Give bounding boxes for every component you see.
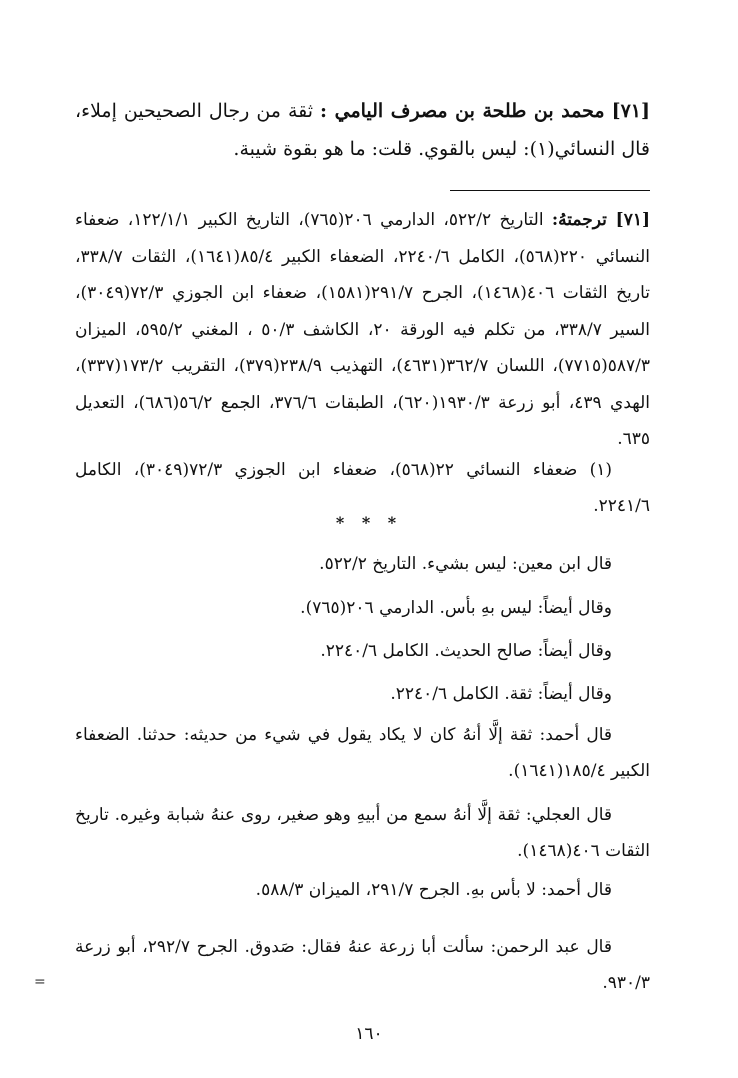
- biography-text: التاريخ ٥٢٢/٢، الدارمي ٢٠٦(٧٦٥)، التاريخ الكبير ١٢٢/١/١، ضعفاء النسائي ٢٢٠(٥٦٨)، الكامل ٢٢٤٠/٦، الضعفاء الكبير ٨٥/٤(١٦٤١)، الثقات ٣٣٨/٧، تاريخ الثقات ٤٠٦(١٤٦٨)، الجرح ٢٩١/٧(١٥٨١)، ضعفاء ابن الجوزي ٧٢/٣(٣٠٤٩)، السير ٣٣٨/٧، من تكلم فيه الورقة ٢٠، الكاشف ٥٠/٣ ، المغني ٥٩٥/٢، الميزان ٥٨٧/٣(٧٧١٥)، اللسان ٣٦٢/٧(٤٦٣١)، التهذيب ٢٣٨/٩(٣٧٩)، التقريب ١٧٣/٢(٣٣٧)، الهدي ٤٣٩، أبو زرعة ١٩٣٠/٣(٦٢٠)، الطبقات ٣٧٦/٦، الجمع ٥٦/٢(٦٨٦)، التعديل ٦٣٥.: [75, 210, 651, 449]
- statement-also-1: وقال أيضاً: ليس بهِ بأس. الدارمي ٢٠٦(٧٦٥).: [300, 598, 612, 618]
- entry-heading: [75, 92, 650, 168]
- statement-also-2: وقال أيضاً: صالح الحديث. الكامل ٢٢٤٠/٦.: [320, 641, 612, 661]
- statement-ahmad: قال أحمد: ثقة إلَّا أنهُ كان لا يكاد يقول في شيء من حديثه: حدثنا. الضعفاء الكبير ١٨٥/٤(١٦٤١).: [75, 725, 650, 781]
- statement-ahmad-2: قال أحمد: لا بأس بهِ. الجرح ٢٩١/٧، الميزان ٥٨٨/٣.: [255, 880, 612, 900]
- statement-also-3: وقال أيضاً: ثقة. الكامل ٢٢٤٠/٦.: [390, 684, 612, 704]
- footnote-divider: [450, 190, 650, 191]
- page-number: ١٦٠: [355, 1024, 383, 1044]
- biography-sources: [75, 202, 650, 458]
- footnote-one: (١) ضعفاء النسائي ٢٢(٥٦٨)، ضعفاء ابن الجوزي ٧٢/٣(٣٠٤٩)، الكامل ٢٢٤١/٦.: [75, 460, 650, 516]
- statement-ibn-maeen: قال ابن معين: ليس بشيء. التاريخ ٥٢٢/٢.: [319, 554, 612, 574]
- margin-mark: =: [34, 974, 46, 990]
- entry-summary: ثقة من رجال الصحيحين إملاء، قال النسائي(١): ليس بالقوي. قلت: ما هو بقوة شيبة.: [75, 100, 650, 160]
- entry-number: [٧١]: [611, 100, 650, 122]
- statement-ijli: قال العجلي: ثقة إلَّا أنهُ سمع من أبيهِ وهو صغير، روى عنهُ شبابة وغيره. تاريخ الثقات ٤٠٦(١٤٦٨).: [75, 805, 650, 861]
- statement-abd-al-rahman: قال عبد الرحمن: سألت أبا زرعة عنهُ فقال: صَدوق. الجرح ٢٩٢/٧، أبو زرعة ٩٣٠/٣.: [75, 937, 650, 993]
- narrator-name: محمد بن طلحة بن مصرف اليامي :: [320, 100, 605, 122]
- section-separator: * * *: [335, 513, 403, 532]
- biography-label: [٧١] ترجمتهُ:: [551, 210, 650, 230]
